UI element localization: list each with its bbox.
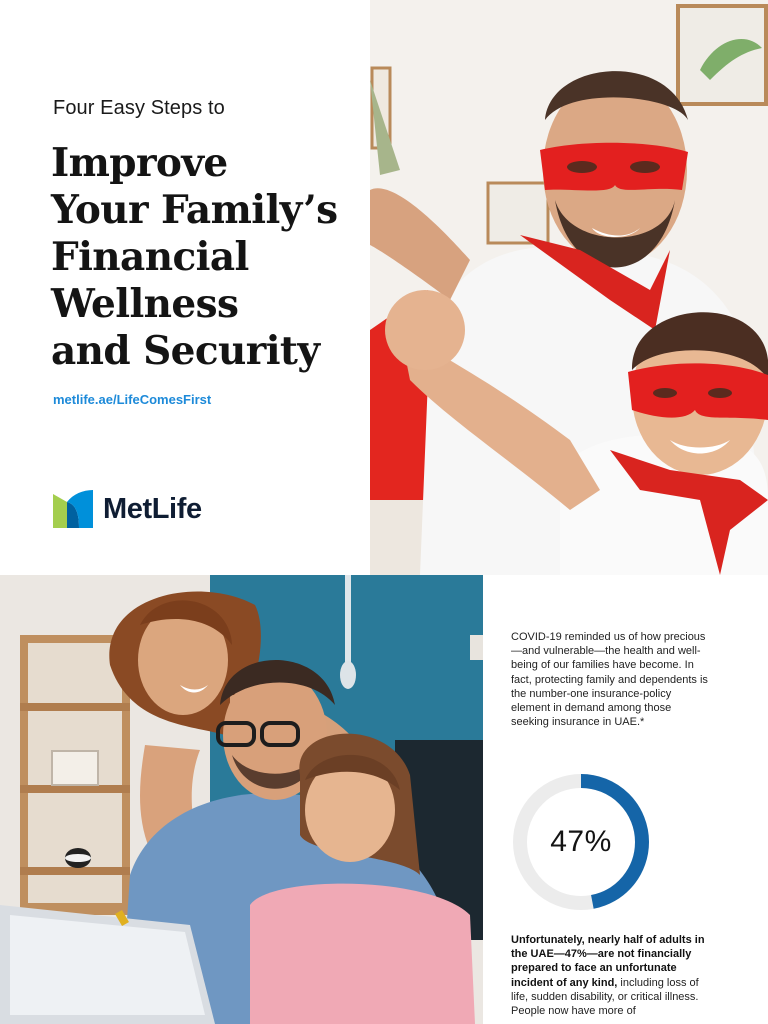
url-link[interactable]: metlife.ae/LifeComesFirst [53,392,212,407]
stat-bold-text: Unfortunately, nearly half of adults in the UAE—47%—are not financially prepared to face an unfortunate incident of any kind, [511,934,705,989]
headline-line: Improve [51,140,228,186]
headline-line: Financial [51,234,249,280]
article-panel [483,575,768,1024]
hero-photo-father-son [370,0,768,575]
metlife-m-logo-icon [53,490,93,528]
headline-line: Your Family’s [51,187,338,233]
stat-donut-chart [511,772,651,912]
headline-line: Wellness [51,281,239,327]
family-photo [0,575,483,1024]
cover-panel [0,0,370,575]
intro-paragraph: COVID-19 reminded us of how precious—and vulnerable—the health and well-being of our families have become. In fact, protecting family and dependents is the number-one insurance-policy element in demand among those seeking insurance in UAE.* [511,631,708,729]
kicker-text: Four Easy Steps to [53,97,225,119]
brand-logo [53,490,202,528]
headline-line: and Security [51,328,320,374]
stat-paragraph [511,933,715,1018]
brand-name: MetLife [103,492,202,525]
headline [51,140,361,375]
donut-value-label: 47% [550,825,612,858]
stat-rest-text: including loss of life, sudden disability, or critical illness. People now have more of [511,976,699,1018]
